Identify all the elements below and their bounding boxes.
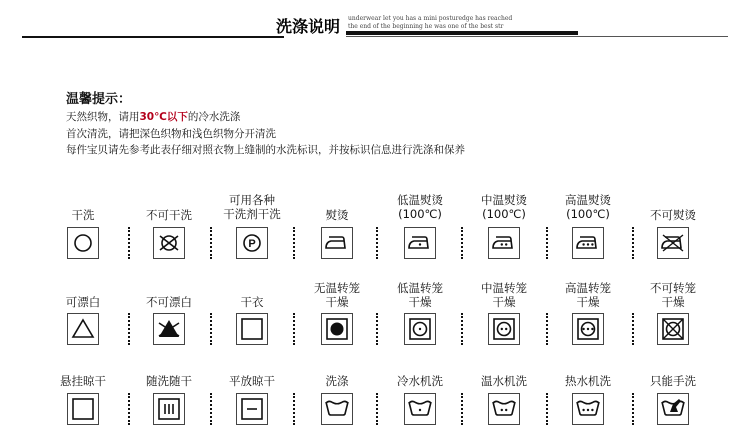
care-symbol-label-line: 干燥 bbox=[408, 295, 432, 309]
tumble-dry-medium-icon bbox=[488, 313, 520, 345]
line-dry-icon bbox=[67, 393, 99, 425]
care-symbol-label-line: (100℃) bbox=[482, 207, 526, 221]
care-symbol-label bbox=[634, 281, 712, 309]
care-symbol-label-line: 冷水机洗 bbox=[397, 374, 443, 388]
machine-wash-cold-icon bbox=[404, 393, 436, 425]
care-symbol-label-line: 悬挂晾干 bbox=[60, 374, 106, 388]
page-title: 洗涤说明 bbox=[276, 17, 341, 36]
care-symbol-label-line: 可漂白 bbox=[65, 295, 101, 309]
care-symbol-label bbox=[213, 295, 291, 309]
column-separator bbox=[210, 227, 212, 259]
column-separator bbox=[128, 227, 130, 259]
hand-wash-only-icon bbox=[657, 393, 689, 425]
care-symbol-label-line: 低温转笼 bbox=[397, 281, 443, 295]
drip-dry-icon bbox=[153, 393, 185, 425]
care-symbol-label-line: 热水机洗 bbox=[565, 374, 611, 388]
care-symbol-label-line: 干洗剂干洗 bbox=[223, 207, 281, 221]
column-separator bbox=[293, 227, 295, 259]
machine-wash-hot-icon bbox=[572, 393, 604, 425]
care-symbol-label bbox=[44, 295, 122, 309]
care-symbol-label-line: 干衣 bbox=[240, 295, 264, 309]
care-symbol-label-line: (100℃) bbox=[398, 207, 442, 221]
care-symbol-label bbox=[381, 193, 459, 221]
care-symbol-label bbox=[298, 374, 376, 388]
care-symbol-label-line: 中温熨烫 bbox=[481, 193, 527, 207]
column-separator bbox=[461, 393, 463, 425]
column-separator bbox=[546, 313, 548, 345]
care-symbol-label-line: 干燥 bbox=[576, 295, 600, 309]
care-symbol-label-line: 不可漂白 bbox=[146, 295, 192, 309]
column-separator bbox=[293, 313, 295, 345]
care-symbol-label bbox=[213, 193, 291, 221]
care-symbol-label bbox=[465, 374, 543, 388]
care-symbol-label bbox=[213, 374, 291, 388]
dry-clean-any-solvent-icon bbox=[236, 227, 268, 259]
column-separator bbox=[461, 313, 463, 345]
care-symbol-label bbox=[381, 281, 459, 309]
care-symbol-label-line: 平放晾干 bbox=[229, 374, 275, 388]
care-symbol-label bbox=[130, 295, 208, 309]
care-symbol-label-line: 随洗随干 bbox=[146, 374, 192, 388]
care-symbol-label-line: 干燥 bbox=[492, 295, 516, 309]
do-not-dry-clean-icon bbox=[153, 227, 185, 259]
tip-text: 的冷水洗涤 bbox=[187, 111, 241, 123]
care-symbol-label-line: 温水机洗 bbox=[481, 374, 527, 388]
header-rule-left bbox=[22, 36, 284, 38]
column-separator bbox=[293, 393, 295, 425]
column-separator bbox=[128, 393, 130, 425]
care-symbol-label-line: 低温熨烫 bbox=[397, 193, 443, 207]
tip-highlight: 30℃以下 bbox=[139, 111, 188, 123]
care-symbol-label bbox=[130, 374, 208, 388]
header-rule-right bbox=[346, 36, 728, 37]
care-symbol-label bbox=[44, 208, 122, 222]
care-symbol-label-line: 洗涤 bbox=[325, 374, 349, 388]
tip-line-2: 首次清洗，请把深色织物和浅色织物分开清洗 bbox=[66, 128, 276, 140]
care-symbol-label bbox=[634, 208, 712, 222]
column-separator bbox=[632, 227, 634, 259]
care-symbol-label-line: 干洗 bbox=[71, 208, 95, 222]
care-symbol-label bbox=[381, 374, 459, 388]
care-symbol-label-line: 干燥 bbox=[661, 295, 685, 309]
header-bar bbox=[346, 31, 578, 35]
tips-title: 温馨提示： bbox=[66, 92, 132, 107]
machine-wash-warm-icon bbox=[488, 393, 520, 425]
column-separator bbox=[546, 393, 548, 425]
care-symbol-label-line: 高温熨烫 bbox=[565, 193, 611, 207]
svg-text:P: P bbox=[248, 238, 256, 250]
tip-line-3: 每件宝贝请先参考此表仔细对照衣物上缝制的水洗标识，并按标识信息进行洗涤和保养 bbox=[66, 144, 465, 156]
column-separator bbox=[376, 393, 378, 425]
care-symbol-label bbox=[298, 208, 376, 222]
column-separator bbox=[632, 313, 634, 345]
care-symbol-label bbox=[549, 374, 627, 388]
dry-clean-icon bbox=[67, 227, 99, 259]
care-symbol-label-line: (100℃) bbox=[566, 207, 610, 221]
tip-text: 天然织物，请用 bbox=[66, 111, 140, 123]
do-not-iron-icon bbox=[657, 227, 689, 259]
dry-icon bbox=[236, 313, 268, 345]
column-separator bbox=[461, 227, 463, 259]
care-symbol-label-line: 高温转笼 bbox=[565, 281, 611, 295]
dry-flat-icon bbox=[236, 393, 268, 425]
care-symbol-label-line: 可用各种 bbox=[229, 193, 275, 207]
care-symbol-label-line: 不可干洗 bbox=[146, 208, 192, 222]
tip-line-1 bbox=[66, 110, 240, 124]
bleach-icon bbox=[67, 313, 99, 345]
care-symbol-label bbox=[465, 281, 543, 309]
column-separator bbox=[210, 393, 212, 425]
care-symbol-label-line: 熨烫 bbox=[325, 208, 349, 222]
header-subtitle-line: underwear let you has a mini posturedge has reached bbox=[348, 15, 513, 22]
care-symbol-label bbox=[44, 374, 122, 388]
column-separator bbox=[632, 393, 634, 425]
iron-high-icon bbox=[572, 227, 604, 259]
column-separator bbox=[376, 313, 378, 345]
tumble-dry-low-icon bbox=[404, 313, 436, 345]
header-subtitle bbox=[348, 15, 578, 31]
care-symbol-label-line: 不可熨烫 bbox=[650, 208, 696, 222]
care-symbol-label-line: 干燥 bbox=[325, 295, 349, 309]
column-separator bbox=[128, 313, 130, 345]
do-not-tumble-dry-icon bbox=[657, 313, 689, 345]
do-not-bleach-icon bbox=[153, 313, 185, 345]
tumble-dry-no-heat-icon bbox=[321, 313, 353, 345]
column-separator bbox=[546, 227, 548, 259]
care-symbol-label bbox=[634, 374, 712, 388]
care-symbol-label bbox=[465, 193, 543, 221]
tumble-dry-high-icon bbox=[572, 313, 604, 345]
iron-medium-icon bbox=[488, 227, 520, 259]
column-separator bbox=[210, 313, 212, 345]
care-symbol-label bbox=[130, 208, 208, 222]
care-symbol-label-line: 中温转笼 bbox=[481, 281, 527, 295]
care-symbol-label bbox=[298, 281, 376, 309]
header-subtitle-line: the end of the beginning he was one of the best str bbox=[348, 23, 504, 30]
care-symbol-label bbox=[549, 281, 627, 309]
care-symbol-label-line: 不可转笼 bbox=[650, 281, 696, 295]
care-symbol-label-line: 只能手洗 bbox=[650, 374, 696, 388]
iron-icon bbox=[321, 227, 353, 259]
care-symbol-label-line: 无温转笼 bbox=[314, 281, 360, 295]
care-symbol-label bbox=[549, 193, 627, 221]
column-separator bbox=[376, 227, 378, 259]
wash-icon bbox=[321, 393, 353, 425]
iron-low-icon bbox=[404, 227, 436, 259]
